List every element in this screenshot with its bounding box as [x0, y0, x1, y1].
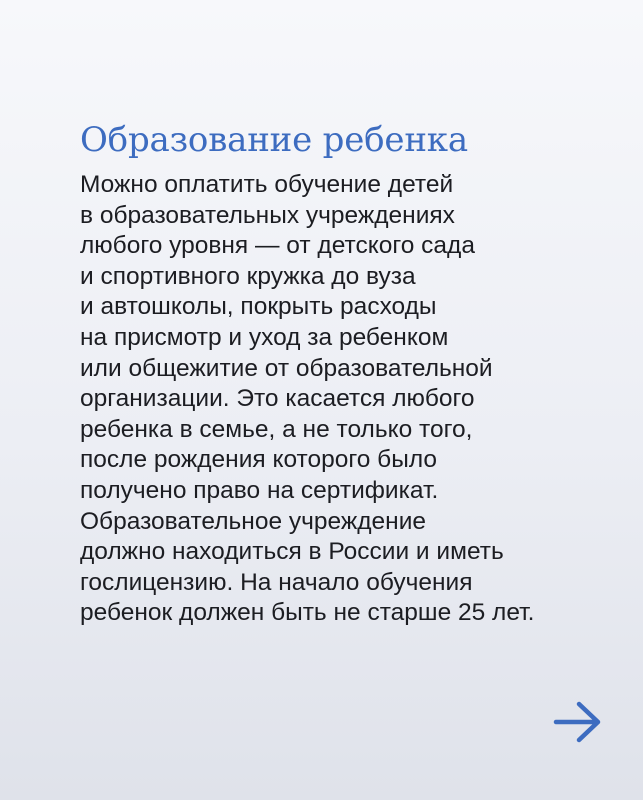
body-line: ребенка в семье, а не только того,	[80, 415, 473, 443]
body-line: Можно оплатить обучение детей	[80, 171, 454, 198]
body-line: после рождения которого было	[80, 446, 438, 474]
body-line: ребенок должен быть не старше 25 лет.	[80, 599, 535, 627]
body-line: в образовательных учреждениях	[80, 201, 455, 229]
body-line: и спортивного кружка до вуза	[80, 262, 416, 290]
card-title: Образование ребенка	[80, 120, 468, 160]
body-line: Образовательное учреждение	[80, 507, 427, 535]
body-line: на присмотр и уход за ребенком	[80, 323, 449, 351]
body-line: организации. Это касается любого	[80, 385, 475, 413]
arrow-right-icon[interactable]	[552, 700, 604, 744]
body-line: должно находиться в России и иметь	[80, 538, 504, 566]
card-body-text	[80, 170, 620, 629]
body-line: гослицензию. На начало обучения	[80, 568, 473, 596]
body-line: получено право на сертификат.	[80, 476, 439, 504]
body-line: любого уровня — от детского сада	[80, 232, 475, 260]
body-line: и автошколы, покрыть расходы	[80, 293, 437, 321]
body-line: или общежитие от образовательной	[80, 354, 493, 382]
